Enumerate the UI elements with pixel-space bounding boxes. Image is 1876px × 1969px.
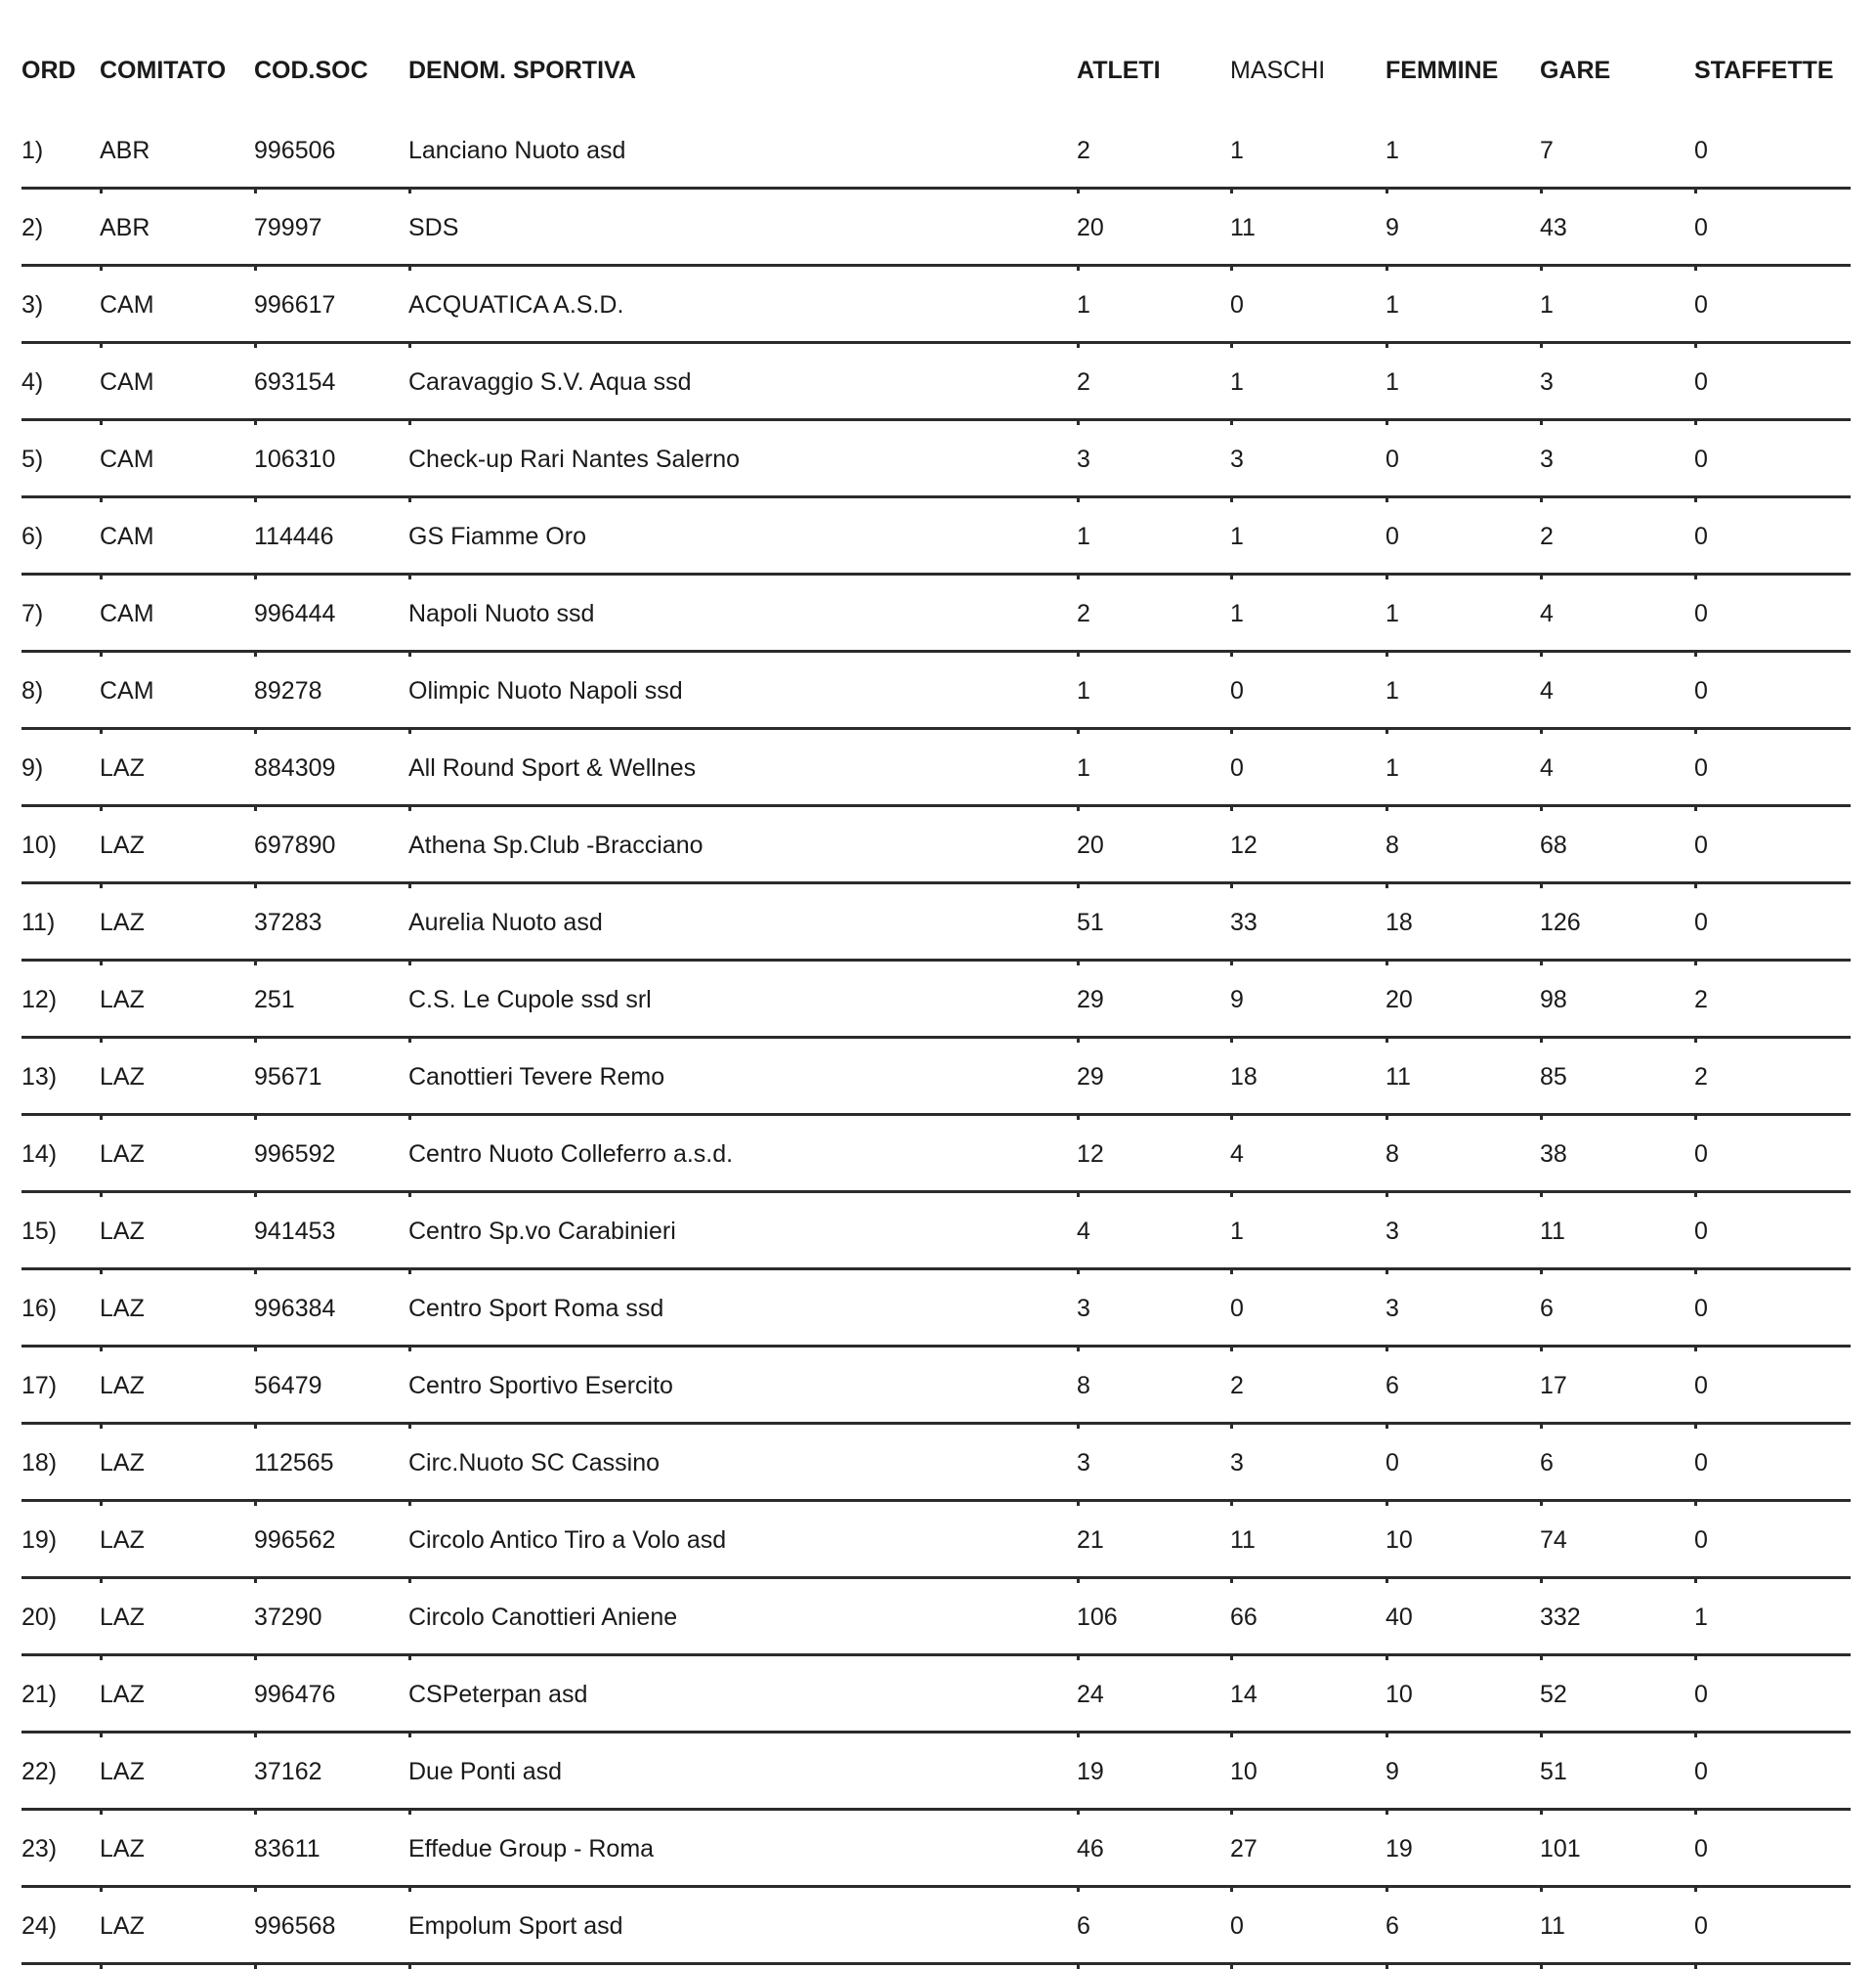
column-tick-mark <box>1694 1964 1697 1969</box>
cell-atleti: 8 <box>1077 1372 1090 1399</box>
table-row <box>21 267 1851 344</box>
cell-ord: 12) <box>21 986 58 1013</box>
cell-denom-sportiva: CSPeterpan asd <box>408 1681 588 1708</box>
cell-femmine: 6 <box>1386 1372 1399 1399</box>
table-row <box>21 190 1851 267</box>
cell-gare: 38 <box>1540 1140 1567 1168</box>
cell-atleti: 24 <box>1077 1681 1104 1708</box>
cell-atleti: 2 <box>1077 600 1090 627</box>
cell-maschi: 0 <box>1230 291 1244 319</box>
cell-denom-sportiva: Circolo Antico Tiro a Volo asd <box>408 1526 727 1554</box>
cell-atleti: 106 <box>1077 1604 1118 1631</box>
cell-gare: 332 <box>1540 1604 1581 1631</box>
cell-staffette: 0 <box>1694 1449 1708 1477</box>
cell-femmine: 1 <box>1386 600 1399 627</box>
cell-atleti: 21 <box>1077 1526 1104 1554</box>
cell-femmine: 6 <box>1386 1912 1399 1940</box>
cell-atleti: 1 <box>1077 523 1090 550</box>
table-row <box>21 1270 1851 1348</box>
cell-ord: 17) <box>21 1372 58 1399</box>
cell-ord: 19) <box>21 1526 58 1554</box>
cell-femmine: 9 <box>1386 214 1399 241</box>
table-row <box>21 1888 1851 1965</box>
cell-femmine: 1 <box>1386 754 1399 782</box>
cell-femmine: 9 <box>1386 1758 1399 1785</box>
table-row <box>21 421 1851 498</box>
cell-femmine: 1 <box>1386 291 1399 319</box>
cell-cod-soc: 37283 <box>254 909 322 936</box>
table-row <box>21 1502 1851 1579</box>
cell-gare: 101 <box>1540 1835 1581 1862</box>
table-row <box>21 1348 1851 1425</box>
cell-femmine: 8 <box>1386 1140 1399 1168</box>
cell-maschi: 10 <box>1230 1758 1258 1785</box>
cell-maschi: 3 <box>1230 446 1244 473</box>
table-row <box>21 1116 1851 1193</box>
cell-gare: 3 <box>1540 368 1554 396</box>
column-tick-mark <box>1077 1964 1080 1969</box>
cell-comitato: LAZ <box>100 1218 145 1245</box>
cell-atleti: 29 <box>1077 1063 1104 1091</box>
table-row <box>21 1193 1851 1270</box>
cell-gare: 3 <box>1540 446 1554 473</box>
cell-maschi: 1 <box>1230 368 1244 396</box>
cell-cod-soc: 95671 <box>254 1063 322 1091</box>
cell-femmine: 3 <box>1386 1218 1399 1245</box>
cell-comitato: ABR <box>100 214 150 241</box>
cell-gare: 4 <box>1540 600 1554 627</box>
cell-ord: 22) <box>21 1758 58 1785</box>
table-row <box>21 884 1851 962</box>
cell-denom-sportiva: Lanciano Nuoto asd <box>408 137 626 164</box>
cell-cod-soc: 79997 <box>254 214 322 241</box>
cell-denom-sportiva: Centro Sport Roma ssd <box>408 1295 664 1322</box>
table-header-row <box>21 49 1851 112</box>
column-tick-mark <box>408 1964 411 1969</box>
header-femmine: FEMMINE <box>1386 57 1499 84</box>
header-comitato: COMITATO <box>100 57 227 84</box>
cell-cod-soc: 693154 <box>254 368 336 396</box>
cell-staffette: 0 <box>1694 1295 1708 1322</box>
cell-maschi: 11 <box>1230 214 1256 241</box>
cell-atleti: 3 <box>1077 1295 1090 1322</box>
cell-femmine: 0 <box>1386 446 1399 473</box>
cell-ord: 8) <box>21 677 44 705</box>
cell-atleti: 1 <box>1077 291 1090 319</box>
table-row <box>21 807 1851 884</box>
table-row <box>21 344 1851 421</box>
cell-cod-soc: 996476 <box>254 1681 336 1708</box>
cell-gare: 4 <box>1540 677 1554 705</box>
cell-cod-soc: 251 <box>254 986 295 1013</box>
cell-denom-sportiva: Centro Sportivo Esercito <box>408 1372 673 1399</box>
cell-ord: 10) <box>21 832 58 859</box>
cell-maschi: 14 <box>1230 1681 1258 1708</box>
cell-atleti: 20 <box>1077 832 1104 859</box>
cell-denom-sportiva: Caravaggio S.V. Aqua ssd <box>408 368 692 396</box>
cell-gare: 74 <box>1540 1526 1567 1554</box>
cell-comitato: LAZ <box>100 1372 145 1399</box>
cell-staffette: 0 <box>1694 754 1708 782</box>
cell-maschi: 1 <box>1230 1218 1244 1245</box>
header-ord: ORD <box>21 57 76 84</box>
cell-maschi: 9 <box>1230 986 1244 1013</box>
cell-denom-sportiva: ACQUATICA A.S.D. <box>408 291 624 319</box>
cell-gare: 11 <box>1540 1912 1565 1940</box>
cell-ord: 3) <box>21 291 44 319</box>
cell-ord: 5) <box>21 446 44 473</box>
cell-gare: 4 <box>1540 754 1554 782</box>
cell-denom-sportiva: Olimpic Nuoto Napoli ssd <box>408 677 683 705</box>
cell-maschi: 27 <box>1230 1835 1258 1862</box>
cell-comitato: LAZ <box>100 1140 145 1168</box>
cell-femmine: 1 <box>1386 677 1399 705</box>
cell-atleti: 46 <box>1077 1835 1104 1862</box>
cell-staffette: 0 <box>1694 368 1708 396</box>
cell-comitato: LAZ <box>100 1063 145 1091</box>
cell-cod-soc: 884309 <box>254 754 336 782</box>
table-row <box>21 730 1851 807</box>
table-row <box>21 498 1851 576</box>
cell-staffette: 2 <box>1694 986 1708 1013</box>
cell-atleti: 4 <box>1077 1218 1090 1245</box>
cell-denom-sportiva: Centro Nuoto Colleferro a.s.d. <box>408 1140 734 1168</box>
cell-atleti: 1 <box>1077 677 1090 705</box>
cell-comitato: LAZ <box>100 1835 145 1862</box>
cell-gare: 2 <box>1540 523 1554 550</box>
header-atleti: ATLETI <box>1077 57 1161 84</box>
cell-staffette: 0 <box>1694 1218 1708 1245</box>
cell-staffette: 0 <box>1694 137 1708 164</box>
cell-denom-sportiva: Circ.Nuoto SC Cassino <box>408 1449 661 1477</box>
table-row <box>21 576 1851 653</box>
cell-ord: 23) <box>21 1835 58 1862</box>
cell-staffette: 0 <box>1694 446 1708 473</box>
cell-staffette: 0 <box>1694 1526 1708 1554</box>
cell-staffette: 0 <box>1694 214 1708 241</box>
cell-ord: 7) <box>21 600 44 627</box>
cell-atleti: 29 <box>1077 986 1104 1013</box>
cell-denom-sportiva: Athena Sp.Club -Bracciano <box>408 832 704 859</box>
cell-ord: 4) <box>21 368 44 396</box>
cell-cod-soc: 996384 <box>254 1295 336 1322</box>
cell-cod-soc: 996562 <box>254 1526 336 1554</box>
cell-atleti: 51 <box>1077 909 1104 936</box>
cell-maschi: 66 <box>1230 1604 1258 1631</box>
cell-staffette: 0 <box>1694 291 1708 319</box>
header-denom-sportiva: DENOM. SPORTIVA <box>408 57 636 84</box>
cell-gare: 17 <box>1540 1372 1567 1399</box>
cell-cod-soc: 697890 <box>254 832 336 859</box>
cell-comitato: LAZ <box>100 1681 145 1708</box>
cell-staffette: 0 <box>1694 1912 1708 1940</box>
cell-cod-soc: 37290 <box>254 1604 322 1631</box>
cell-comitato: CAM <box>100 677 154 705</box>
cell-cod-soc: 89278 <box>254 677 322 705</box>
cell-comitato: LAZ <box>100 1295 145 1322</box>
cell-atleti: 12 <box>1077 1140 1104 1168</box>
cell-maschi: 11 <box>1230 1526 1256 1554</box>
column-tick-mark <box>254 1964 257 1969</box>
cell-gare: 7 <box>1540 137 1554 164</box>
header-gare: GARE <box>1540 57 1611 84</box>
cell-femmine: 1 <box>1386 368 1399 396</box>
cell-staffette: 0 <box>1694 523 1708 550</box>
cell-comitato: CAM <box>100 523 154 550</box>
cell-comitato: LAZ <box>100 1449 145 1477</box>
cell-maschi: 12 <box>1230 832 1258 859</box>
column-tick-mark <box>1540 1964 1543 1969</box>
cell-denom-sportiva: Effedue Group - Roma <box>408 1835 655 1862</box>
cell-cod-soc: 996506 <box>254 137 336 164</box>
cell-gare: 52 <box>1540 1681 1567 1708</box>
cell-maschi: 3 <box>1230 1449 1244 1477</box>
cell-denom-sportiva: Check-up Rari Nantes Salerno <box>408 446 741 473</box>
cell-denom-sportiva: All Round Sport & Wellnes <box>408 754 697 782</box>
cell-atleti: 19 <box>1077 1758 1104 1785</box>
cell-atleti: 1 <box>1077 754 1090 782</box>
cell-gare: 68 <box>1540 832 1567 859</box>
cell-cod-soc: 941453 <box>254 1218 336 1245</box>
cell-staffette: 0 <box>1694 832 1708 859</box>
cell-comitato: LAZ <box>100 754 145 782</box>
cell-atleti: 2 <box>1077 368 1090 396</box>
cell-ord: 14) <box>21 1140 58 1168</box>
cell-denom-sportiva: Aurelia Nuoto asd <box>408 909 603 936</box>
cell-denom-sportiva: Canottieri Tevere Remo <box>408 1063 665 1091</box>
cell-gare: 11 <box>1540 1218 1565 1245</box>
results-table <box>21 49 1851 1965</box>
cell-atleti: 3 <box>1077 446 1090 473</box>
cell-femmine: 8 <box>1386 832 1399 859</box>
cell-ord: 24) <box>21 1912 58 1940</box>
cell-maschi: 0 <box>1230 754 1244 782</box>
cell-femmine: 20 <box>1386 986 1413 1013</box>
cell-comitato: LAZ <box>100 986 145 1013</box>
cell-staffette: 0 <box>1694 677 1708 705</box>
cell-comitato: LAZ <box>100 1526 145 1554</box>
cell-denom-sportiva: GS Fiamme Oro <box>408 523 586 550</box>
cell-maschi: 1 <box>1230 600 1244 627</box>
cell-cod-soc: 83611 <box>254 1835 320 1862</box>
cell-staffette: 0 <box>1694 1758 1708 1785</box>
cell-gare: 126 <box>1540 909 1581 936</box>
cell-gare: 6 <box>1540 1449 1554 1477</box>
cell-femmine: 40 <box>1386 1604 1413 1631</box>
cell-maschi: 1 <box>1230 523 1244 550</box>
table-row <box>21 1425 1851 1502</box>
cell-ord: 6) <box>21 523 44 550</box>
cell-ord: 21) <box>21 1681 58 1708</box>
cell-atleti: 6 <box>1077 1912 1090 1940</box>
cell-ord: 16) <box>21 1295 58 1322</box>
cell-staffette: 0 <box>1694 1835 1708 1862</box>
cell-comitato: LAZ <box>100 909 145 936</box>
cell-denom-sportiva: SDS <box>408 214 459 241</box>
cell-atleti: 3 <box>1077 1449 1090 1477</box>
cell-maschi: 0 <box>1230 1295 1244 1322</box>
cell-atleti: 2 <box>1077 137 1090 164</box>
cell-cod-soc: 996617 <box>254 291 336 319</box>
cell-comitato: LAZ <box>100 1758 145 1785</box>
column-tick-mark <box>1386 1964 1388 1969</box>
cell-cod-soc: 996592 <box>254 1140 336 1168</box>
cell-gare: 51 <box>1540 1758 1567 1785</box>
column-tick-mark <box>100 1964 103 1969</box>
cell-denom-sportiva: Centro Sp.vo Carabinieri <box>408 1218 676 1245</box>
cell-comitato: ABR <box>100 137 150 164</box>
cell-maschi: 2 <box>1230 1372 1244 1399</box>
cell-cod-soc: 37162 <box>254 1758 322 1785</box>
cell-cod-soc: 112565 <box>254 1449 334 1477</box>
table-row <box>21 1734 1851 1811</box>
cell-staffette: 1 <box>1694 1604 1708 1631</box>
cell-gare: 1 <box>1540 291 1554 319</box>
cell-denom-sportiva: Empolum Sport asd <box>408 1912 623 1940</box>
cell-gare: 85 <box>1540 1063 1567 1091</box>
cell-denom-sportiva: Napoli Nuoto ssd <box>408 600 595 627</box>
cell-comitato: CAM <box>100 291 154 319</box>
column-tick-mark <box>1230 1964 1233 1969</box>
cell-maschi: 33 <box>1230 909 1258 936</box>
cell-ord: 11) <box>21 909 56 936</box>
cell-denom-sportiva: Due Ponti asd <box>408 1758 563 1785</box>
table-row <box>21 653 1851 730</box>
cell-comitato: CAM <box>100 600 154 627</box>
table-row <box>21 1039 1851 1116</box>
cell-femmine: 10 <box>1386 1681 1413 1708</box>
header-maschi: MASCHI <box>1230 57 1326 84</box>
cell-cod-soc: 114446 <box>254 523 334 550</box>
cell-maschi: 1 <box>1230 137 1244 164</box>
cell-denom-sportiva: Circolo Canottieri Aniene <box>408 1604 678 1631</box>
table-row <box>21 1811 1851 1888</box>
cell-ord: 18) <box>21 1449 58 1477</box>
header-staffette: STAFFETTE <box>1694 57 1834 84</box>
cell-femmine: 3 <box>1386 1295 1399 1322</box>
cell-staffette: 2 <box>1694 1063 1708 1091</box>
cell-maschi: 18 <box>1230 1063 1258 1091</box>
cell-comitato: LAZ <box>100 832 145 859</box>
table-row <box>21 112 1851 190</box>
cell-gare: 43 <box>1540 214 1567 241</box>
cell-femmine: 10 <box>1386 1526 1413 1554</box>
cell-atleti: 20 <box>1077 214 1104 241</box>
cell-staffette: 0 <box>1694 1140 1708 1168</box>
cell-maschi: 0 <box>1230 677 1244 705</box>
cell-femmine: 0 <box>1386 523 1399 550</box>
cell-ord: 1) <box>21 137 44 164</box>
cell-femmine: 0 <box>1386 1449 1399 1477</box>
table-row <box>21 1656 1851 1734</box>
table-row <box>21 962 1851 1039</box>
cell-ord: 15) <box>21 1218 58 1245</box>
cell-cod-soc: 56479 <box>254 1372 322 1399</box>
cell-ord: 20) <box>21 1604 58 1631</box>
cell-maschi: 4 <box>1230 1140 1244 1168</box>
cell-femmine: 1 <box>1386 137 1399 164</box>
cell-comitato: LAZ <box>100 1604 145 1631</box>
table-body <box>21 112 1851 1965</box>
cell-ord: 2) <box>21 214 44 241</box>
cell-femmine: 11 <box>1386 1063 1411 1091</box>
cell-femmine: 19 <box>1386 1835 1413 1862</box>
cell-maschi: 0 <box>1230 1912 1244 1940</box>
cell-gare: 6 <box>1540 1295 1554 1322</box>
cell-cod-soc: 996568 <box>254 1912 336 1940</box>
cell-staffette: 0 <box>1694 1372 1708 1399</box>
cell-staffette: 0 <box>1694 909 1708 936</box>
cell-ord: 13) <box>21 1063 58 1091</box>
cell-comitato: CAM <box>100 368 154 396</box>
cell-comitato: CAM <box>100 446 154 473</box>
cell-denom-sportiva: C.S. Le Cupole ssd srl <box>408 986 652 1013</box>
header-cod-soc: COD.SOC <box>254 57 368 84</box>
table-row <box>21 1579 1851 1656</box>
cell-staffette: 0 <box>1694 1681 1708 1708</box>
cell-comitato: LAZ <box>100 1912 145 1940</box>
cell-cod-soc: 996444 <box>254 600 336 627</box>
cell-gare: 98 <box>1540 986 1567 1013</box>
cell-ord: 9) <box>21 754 44 782</box>
cell-femmine: 18 <box>1386 909 1413 936</box>
cell-staffette: 0 <box>1694 600 1708 627</box>
cell-cod-soc: 106310 <box>254 446 336 473</box>
